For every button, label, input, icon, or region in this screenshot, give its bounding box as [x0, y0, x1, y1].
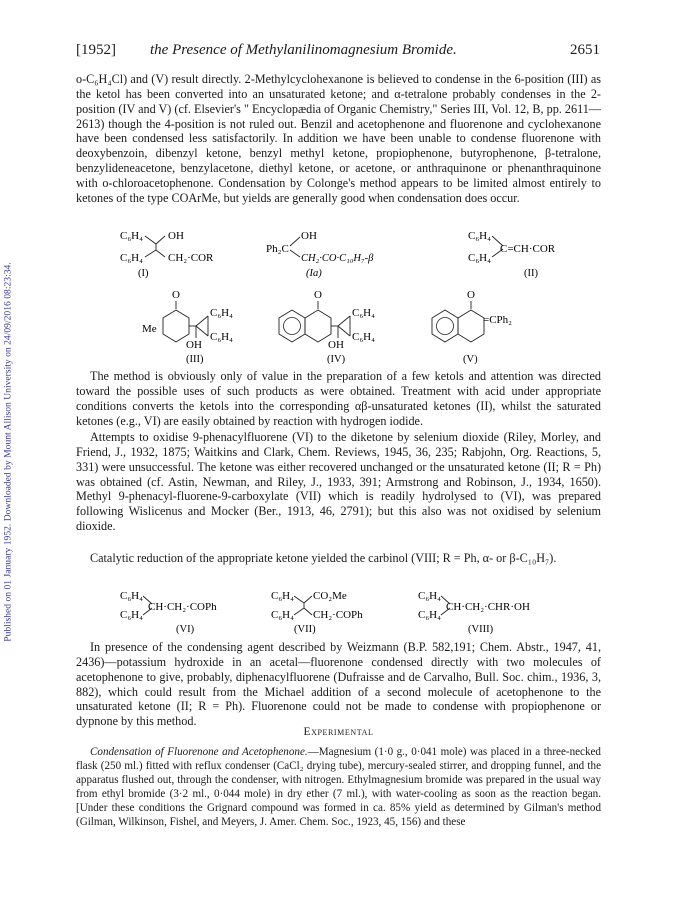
svg-text:C₆H₄: C₆H₄: [352, 331, 375, 343]
structure-V: [432, 289, 512, 364]
svg-text:C₆H₄: C₆H₄: [468, 230, 491, 242]
experimental-subtitle: Condensation of Fluorenone and Acetophenone.: [90, 746, 308, 758]
header-title: the Presence of Methylanilinomagnesium Bromide.: [150, 42, 457, 58]
structure-III: [142, 289, 233, 364]
svg-text:Me: Me: [142, 323, 157, 335]
svg-text:C=CH·COR: C=CH·COR: [500, 243, 556, 255]
svg-text:C₆H₄: C₆H₄: [210, 331, 233, 343]
svg-text:O: O: [314, 289, 322, 301]
structure-VI: [120, 590, 217, 635]
structures-row-2: [76, 288, 601, 364]
svg-text:C₆H₄: C₆H₄: [120, 590, 143, 602]
svg-text:C₆H₄: C₆H₄: [271, 609, 294, 621]
structure-IV: [279, 289, 375, 364]
svg-text:OH: OH: [301, 230, 317, 242]
svg-text:O: O: [467, 289, 475, 301]
svg-text:(Ia): (Ia): [306, 268, 322, 279]
svg-text:(V): (V): [463, 354, 478, 364]
svg-text:CH₂·COPh: CH₂·COPh: [313, 609, 363, 621]
svg-text:C₆H₄: C₆H₄: [418, 590, 441, 602]
svg-text:CH₂·CO·C₁₀H₇-β: CH₂·CO·C₁₀H₇-β: [301, 253, 374, 264]
structure-VII: [271, 590, 363, 635]
structure-II: [468, 230, 556, 279]
paragraph-2: The method is obviously only of value in the preparation of a few ketols and attention was directed toward the possible uses of such products as were obtained. Treatment with acid under appropriate conditions converts the ketols into the corresponding αβ-unsaturated ketones (II), whilst the saturated ketones (e.g., VI) are easily obtained by reaction with hydrogen iodide.: [76, 369, 601, 428]
structures-row-3: [76, 587, 601, 637]
structure-diagram-row-1: [76, 226, 601, 280]
header-year: [1952]: [76, 42, 116, 58]
svg-text:OH: OH: [168, 230, 184, 242]
svg-text:OH: OH: [328, 339, 344, 351]
svg-text:(II): (II): [524, 268, 538, 279]
structure-VIII: [418, 590, 530, 635]
svg-text:C₆H₄: C₆H₄: [418, 609, 441, 621]
svg-text:(I): (I): [138, 268, 149, 279]
experimental-paragraph: [76, 745, 601, 829]
structure-Ia: [266, 230, 374, 279]
svg-text:(VII): (VII): [294, 624, 316, 635]
section-heading-experimental: Experimental: [303, 726, 374, 738]
svg-text:(III): (III): [186, 354, 204, 364]
experimental-body: —Magnesium (1·0 g., 0·041 mole) was placed in a three-necked flask (250 ml.) fitted with reflux condenser (CaCl₂ drying tube), mercury-sealed stirrer, and dropping funnel, and the apparatus flushed out, through the condenser, with nitrogen. Ethylmagnesium bromide was prepared in the usual way from ethyl bromide (3·2 ml., 0·044 mole) in dry ether (7 ml.), with water-cooling as soon as the reaction began. [Under these conditions the Grignard compound was formed in ca. 85% yield as determined by Gilman's method (Gilman, Wilkinson, Fishel, and Meyers, J. Amer. Chem. Soc., 1923, 45, 156) and these: [76, 746, 601, 828]
structures-row-1: [76, 226, 601, 280]
svg-text:O: O: [172, 289, 180, 301]
paragraph-5: In presence of the condensing agent described by Weizmann (B.P. 582,191; Chem. Abstr., 1947, 41, 2436)—potassium hydroxide in an acetal—fluorenone condensed directly with two molecules of acetophenone to give, probably, diphenacylfluorene (Dufraisse and de Carvalho, Bull. Soc. chim., 1936, 3, 882), which could result from the Michael addition of a second molecule of acetophenone to the unsaturated ketone (II; R = Ph). Fluorenone could not be made to condense with propiophenone or dypnone by this method.: [76, 640, 601, 729]
svg-text:C₆H₄: C₆H₄: [352, 307, 375, 319]
svg-text:CH·CH₂·COPh: CH·CH₂·COPh: [148, 601, 217, 613]
svg-text:C₆H₄: C₆H₄: [271, 590, 294, 602]
svg-text:C₆H₄: C₆H₄: [210, 307, 233, 319]
running-header: [76, 42, 600, 64]
svg-text:CO₂Me: CO₂Me: [313, 590, 347, 602]
svg-text:C₆H₄: C₆H₄: [120, 609, 143, 621]
svg-text:C₆H₄: C₆H₄: [120, 252, 143, 264]
page-number: 2651: [570, 42, 600, 58]
structure-I: [120, 230, 214, 279]
structure-diagram-row-3: [76, 587, 601, 637]
svg-text:Ph₂C: Ph₂C: [266, 243, 289, 255]
watermark-text: Published on 01 January 1952. Downloaded by Mount Allison University on 24/09/2016 08:23:34.: [2, 262, 14, 642]
svg-text:OH: OH: [186, 339, 202, 351]
paragraph-3: Attempts to oxidise 9-phenacylfluorene (VI) to the diketone by selenium dioxide (Riley, Morley, and Friend, J., 1932, 1875; Waitkins and Clark, Chem. Reviews, 1945, 36, 235; Rabjohn, Org. Reactions, 5, 331) were unsuccessful. The ketone was either recovered unchanged or the unsaturated ketone (II; R = Ph) was obtained (cf. Astin, Newman, and Riley, J., 1933, 391; Armstrong and Robinson, J., 1934, 1650). Methyl 9-phenacyl-fluorene-9-carboxylate (VII) which is readily hydrolysed to (VI), was prepared following Wislicenus and Mocker (Ber., 1913, 46, 2791); but this also was not oxidised by selenium dioxide.: [76, 430, 601, 534]
download-watermark: [0, 0, 18, 912]
paragraph-1: o-C₆H₄Cl) and (V) result directly. 2-Methylcyclohexanone is believed to condense in the 6-position (III) as the ketol has been converted into an unsaturated ketone; and α-tetralone probably condenses in the 2-position (IV and V) (cf. Elsevier's " Encyclopædia of Organic Chemistry," Series III, Vol. 12, B, pp. 2611—2613) though the 4-position is not ruled out. Benzil and acetophenone and fluorenone and cyclohexanone have been condensed less satisfactorily. In addition we have been unable to condense fluorenone with deoxybenzoin, dibenzyl ketone, benzyl methyl ketone, propiophenone, butyrophenone, β-tetralone, benzylideneacetone, benzylacetone, diethyl ketone, or acetone, or anthraquinone or phenanthraquinone with o-chloroacetophenone. Condensation by Colonge's method appears to be limited almost entirely to ketones of the type COArMe, but yields are generally good when condensation does occur.: [76, 72, 601, 205]
svg-text:=CPh₂: =CPh₂: [483, 314, 512, 326]
svg-text:(VIII): (VIII): [468, 624, 494, 635]
svg-text:C₆H₄: C₆H₄: [120, 230, 143, 242]
svg-text:C₆H₄: C₆H₄: [468, 252, 491, 264]
structure-diagram-row-2: [76, 288, 601, 364]
svg-text:CH·CH₂·CHR·OH: CH·CH₂·CHR·OH: [446, 601, 530, 613]
svg-text:(IV): (IV): [327, 354, 346, 364]
paragraph-4: Catalytic reduction of the appropriate ketone yielded the carbinol (VIII; R = Ph, α- or β-C₁₀H₇).: [90, 551, 557, 565]
svg-text:CH₂·COR: CH₂·COR: [168, 252, 214, 264]
svg-text:(VI): (VI): [176, 624, 195, 635]
